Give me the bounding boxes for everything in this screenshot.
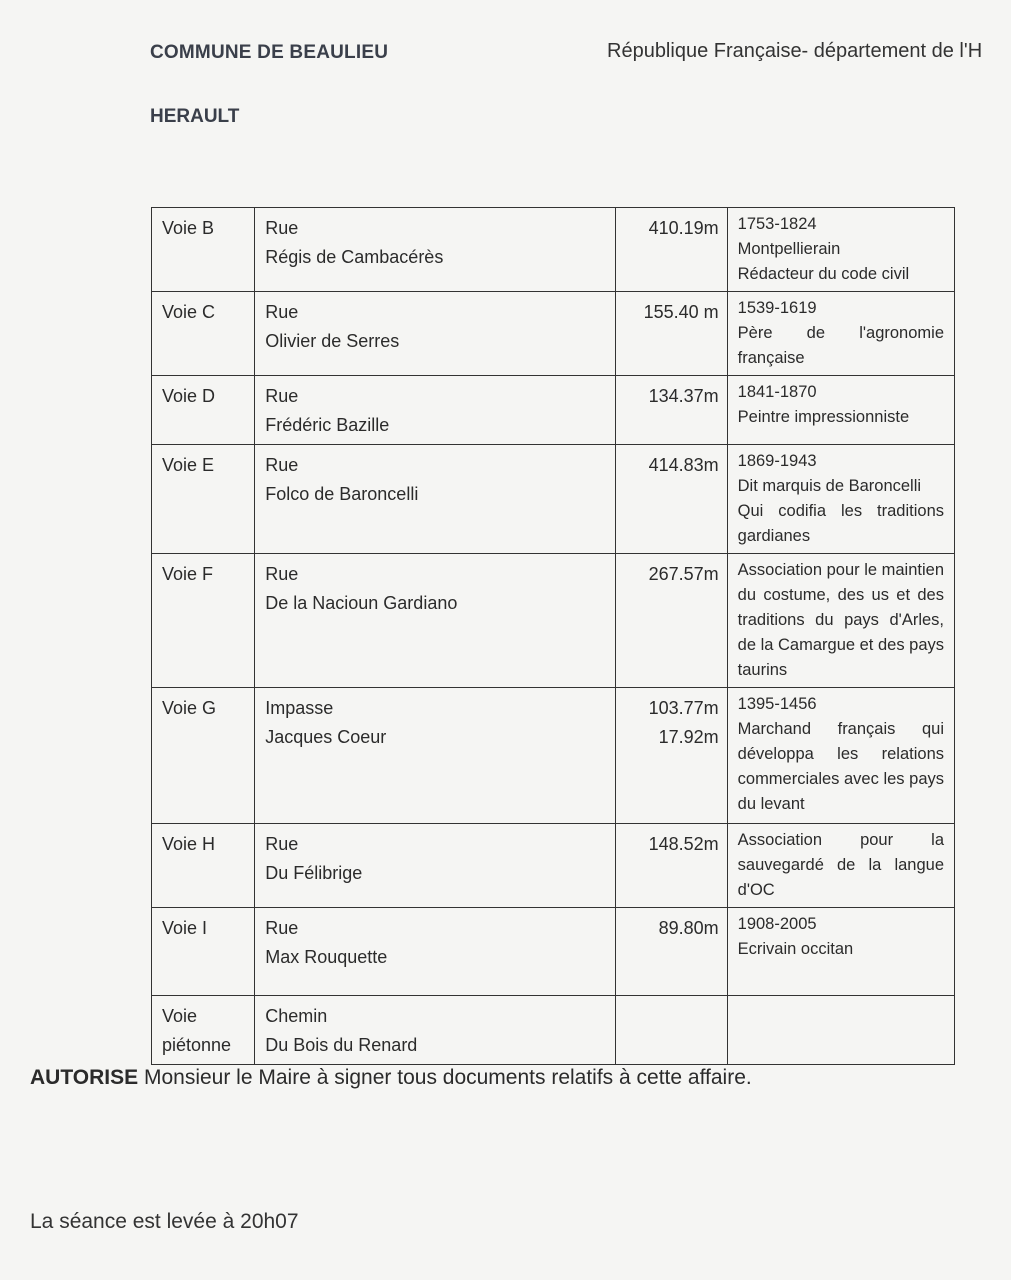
length-value: 267.57m: [648, 564, 719, 584]
street-name: Frédéric Bazille: [265, 415, 390, 435]
street-name: De la Nacioun Gardiano: [265, 593, 458, 613]
length-cell: [616, 824, 728, 908]
note-line: 1539-1619: [737, 299, 817, 317]
street-name-cell: [255, 292, 616, 376]
note-line: 1869-1943: [737, 452, 817, 470]
voie-label: Voie H: [162, 834, 216, 854]
street-naming-table: [151, 207, 955, 1065]
street-name-cell: [255, 554, 616, 688]
street-name: Régis de Cambacérès: [265, 247, 444, 267]
voie-label: piétonne: [162, 1035, 232, 1055]
note-line: Association pour la sauvegardé de la langue d'OC: [737, 831, 944, 899]
republic-header: République Française- département de l'H: [607, 40, 983, 62]
street-type: Rue: [265, 218, 299, 238]
notes-cell: [727, 908, 954, 996]
notes-cell: [727, 445, 954, 554]
voie-label: Voie F: [162, 564, 214, 584]
table-row: [152, 292, 955, 376]
voie-cell: [152, 376, 255, 445]
table-row: [152, 554, 955, 688]
street-name-cell: [255, 824, 616, 908]
street-name-cell: [255, 208, 616, 292]
street-type: Rue: [265, 302, 299, 322]
voie-cell: [152, 445, 255, 554]
note-line: 1908-2005: [737, 915, 817, 933]
street-name-cell: [255, 688, 616, 824]
length-cell: [616, 208, 728, 292]
street-type: Impasse: [265, 698, 334, 718]
notes-cell: [727, 292, 954, 376]
note-line: Père de l'agronomie française: [737, 324, 944, 367]
voie-label: Voie D: [162, 386, 216, 406]
street-type: Rue: [265, 834, 299, 854]
table-row: [152, 688, 955, 824]
length-cell: [616, 688, 728, 824]
street-type: Rue: [265, 918, 299, 938]
authorize-text: Monsieur le Maire à signer tous documents relatifs à cette affaire.: [138, 1066, 752, 1089]
street-name: Max Rouquette: [265, 947, 388, 967]
notes-cell: [727, 688, 954, 824]
note-line: Marchand français qui développa les relations commerciales avec les pays du levant: [737, 720, 944, 813]
table-row: [152, 824, 955, 908]
voie-label: Voie B: [162, 218, 215, 238]
street-type: Rue: [265, 455, 299, 475]
note-line: Montpellierain: [737, 240, 841, 258]
length-cell: [616, 376, 728, 445]
length-cell: [616, 996, 728, 1065]
authorization-statement: [30, 1066, 752, 1090]
length-value: 134.37m: [648, 386, 719, 406]
length-value: 155.40 m: [643, 302, 719, 322]
notes-cell: [727, 376, 954, 445]
authorize-keyword: AUTORISE: [30, 1066, 139, 1089]
street-type: Rue: [265, 564, 299, 584]
notes-cell: [727, 554, 954, 688]
note-line: 1753-1824: [737, 215, 817, 233]
voie-label: Voie E: [162, 455, 215, 475]
street-name-cell: [255, 445, 616, 554]
length-cell: [616, 554, 728, 688]
street-name: Folco de Baroncelli: [265, 484, 419, 504]
length-cell: [616, 292, 728, 376]
notes-cell: [727, 996, 954, 1065]
note-line: Peintre impressionniste: [737, 408, 910, 426]
session-closing: La séance est levée à 20h07: [30, 1210, 299, 1233]
street-name-cell: [255, 996, 616, 1065]
note-line: Ecrivain occitan: [737, 940, 854, 958]
table-row: [152, 208, 955, 292]
voie-cell: [152, 292, 255, 376]
voie-label: Voie: [162, 1006, 198, 1026]
note-line: Rédacteur du code civil: [737, 265, 910, 283]
street-name: Jacques Coeur: [265, 727, 387, 747]
note-line: 1395-1456: [737, 695, 817, 713]
street-name: Du Bois du Renard: [265, 1035, 418, 1055]
street-name: Du Félibrige: [265, 863, 363, 883]
street-name: Olivier de Serres: [265, 331, 400, 351]
notes-cell: [727, 824, 954, 908]
voie-cell: [152, 688, 255, 824]
street-type: Rue: [265, 386, 299, 406]
voie-cell: [152, 208, 255, 292]
street-type: Chemin: [265, 1006, 328, 1026]
note-line: 1841-1870: [737, 383, 817, 401]
voie-cell: [152, 996, 255, 1065]
length-value: 414.83m: [648, 455, 719, 475]
length-value: 410.19m: [648, 218, 719, 238]
length-value: 103.77m: [648, 698, 719, 718]
note-line: Association pour le maintien du costume, des us et des traditions du pays d'Arles, de la Camargue et des pays taurins: [737, 561, 945, 679]
table-row: [152, 445, 955, 554]
length-value: 17.92m: [658, 727, 719, 747]
length-cell: [616, 445, 728, 554]
voie-label: Voie G: [162, 698, 217, 718]
voie-cell: [152, 554, 255, 688]
table-row: [152, 376, 955, 445]
voie-label: Voie C: [162, 302, 216, 322]
table-row: [152, 908, 955, 996]
street-name-cell: [255, 376, 616, 445]
voie-label: Voie I: [162, 918, 208, 938]
commune-name: COMMUNE DE BEAULIEU: [150, 42, 389, 63]
length-cell: [616, 908, 728, 996]
notes-cell: [727, 208, 954, 292]
note-line: Qui codifia les traditions gardianes: [737, 502, 944, 545]
length-value: 89.80m: [658, 918, 719, 938]
length-value: 148.52m: [648, 834, 719, 854]
department-name: HERAULT: [150, 106, 240, 127]
note-line: Dit marquis de Baroncelli: [737, 477, 922, 495]
voie-cell: [152, 908, 255, 996]
table-row: [152, 996, 955, 1065]
street-name-cell: [255, 908, 616, 996]
voie-cell: [152, 824, 255, 908]
